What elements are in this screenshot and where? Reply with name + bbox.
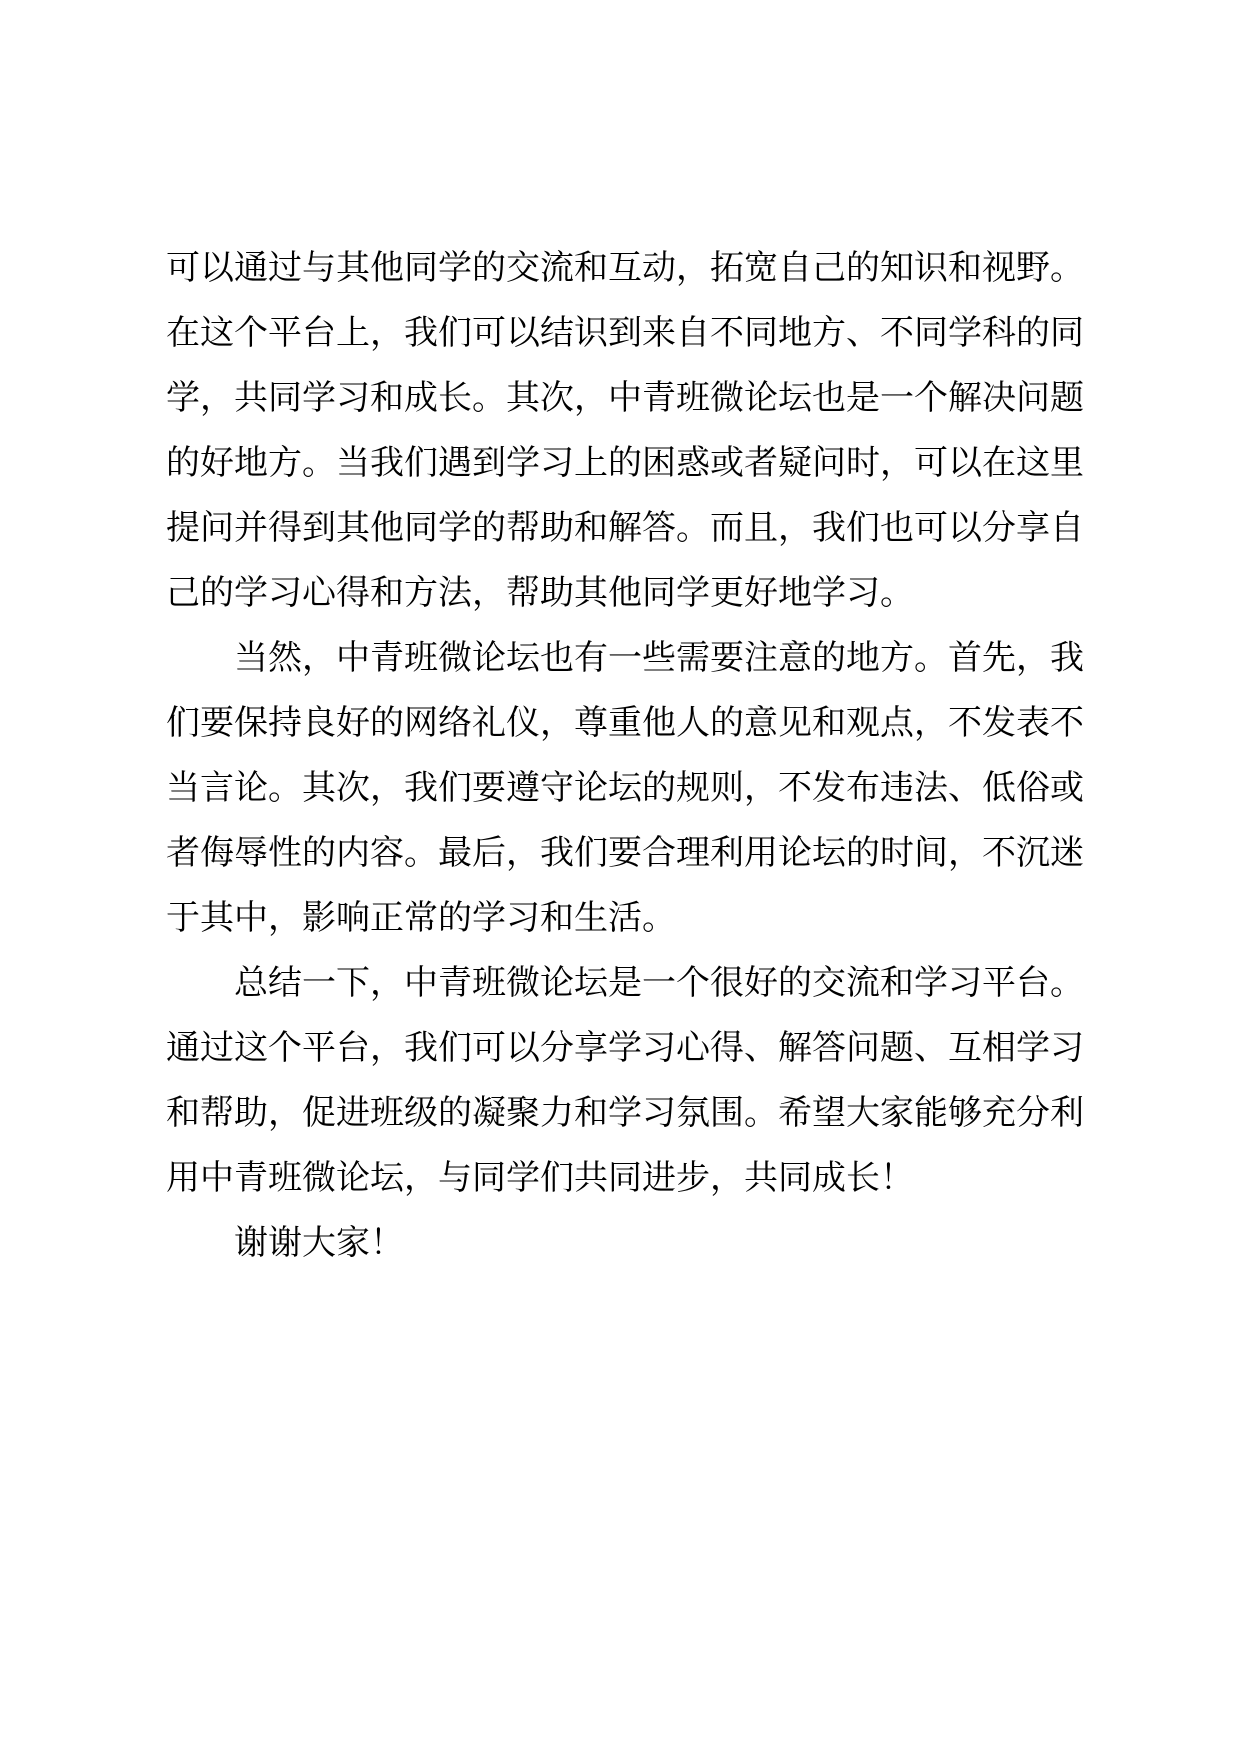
paragraph-first-line: 当然，中青班微论坛也有一些需要注意的地方。首先，我 <box>234 638 1084 678</box>
document-body <box>166 236 1096 1276</box>
text-line: 可以通过与其他同学的交流和互动，拓宽自己的知识和视野。 <box>166 248 1084 288</box>
text-line: 于其中，影响正常的学习和生活。 <box>166 898 676 938</box>
closing-line: 谢谢大家！ <box>234 1223 404 1263</box>
text-line: 己的学习心得和方法，帮助其他同学更好地学习。 <box>166 573 914 613</box>
text-line: 学，共同学习和成长。其次，中青班微论坛也是一个解决问题 <box>166 378 1084 418</box>
paragraph-first-line: 总结一下，中青班微论坛是一个很好的交流和学习平台。 <box>234 963 1084 1003</box>
text-line: 和帮助，促进班级的凝聚力和学习氛围。希望大家能够充分利 <box>166 1093 1084 1133</box>
text-line: 们要保持良好的网络礼仪，尊重他人的意见和观点，不发表不 <box>166 703 1084 743</box>
text-line: 当言论。其次，我们要遵守论坛的规则，不发布违法、低俗或 <box>166 768 1084 808</box>
text-line: 者侮辱性的内容。最后，我们要合理利用论坛的时间，不沉迷 <box>166 833 1084 873</box>
text-line: 通过这个平台，我们可以分享学习心得、解答问题、互相学习 <box>166 1028 1084 1068</box>
text-line: 提问并得到其他同学的帮助和解答。而且，我们也可以分享自 <box>166 508 1084 548</box>
text-line: 的好地方。当我们遇到学习上的困惑或者疑问时，可以在这里 <box>166 443 1084 483</box>
text-line: 在这个平台上，我们可以结识到来自不同地方、不同学科的同 <box>166 313 1084 353</box>
text-line: 用中青班微论坛，与同学们共同进步，共同成长！ <box>166 1158 914 1198</box>
